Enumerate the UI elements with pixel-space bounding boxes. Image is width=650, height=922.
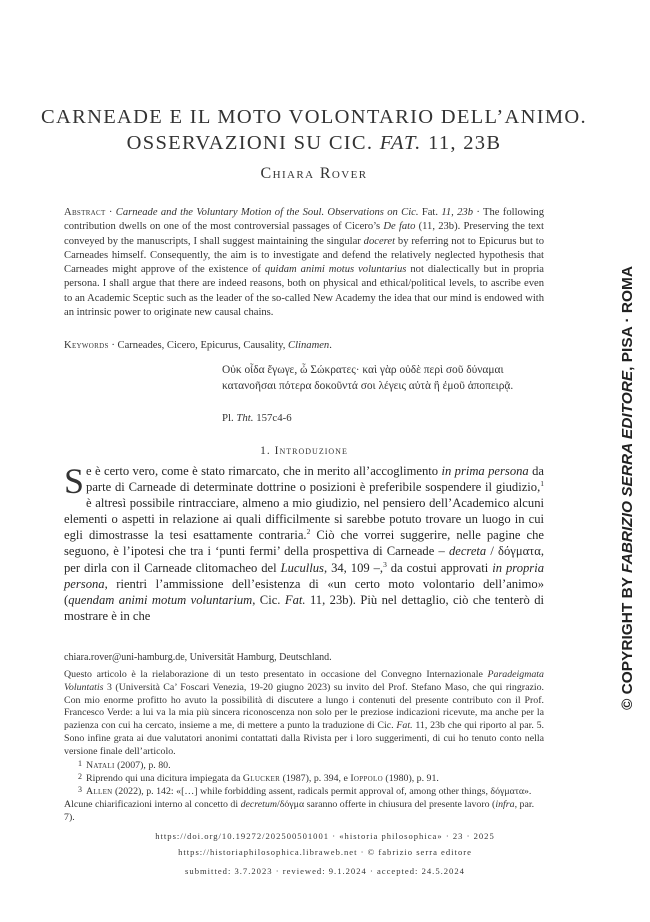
- footnote-text: Riprendo qui una dicitura impiegata da: [86, 773, 243, 784]
- footer-dates-line: submitted: 3.7.2023 · reviewed: 9.1.2024 · accepted: 24.5.2024: [185, 866, 465, 876]
- abstract-de-fato: De fato: [383, 221, 416, 233]
- abstract-title-ref: 11, 23b: [441, 207, 474, 218]
- title-line-2: [40, 130, 588, 156]
- abstract-text: (11, 23b). Preserving the text conveyed by the manuscripts, I shall suggest maintaining the singular: [64, 221, 544, 247]
- body-italic: decreta: [448, 544, 487, 559]
- keywords-label: Keywords: [64, 340, 109, 351]
- abstract-text: · The following contribution dwells on one of the most controversial passages of Cicero’s: [64, 207, 545, 233]
- epigraph-greek: Οὐκ οἶδα ἔγωγε, ὦ Σώκρατες· καὶ γὰρ οὐδὲ περὶ σοῦ δύναμαι κατανοῆσαι πότερα δοκοῦντά σοι λέγεις αὐτὰ ἢ ἐμοῦ ἀποπειρᾷ.: [222, 364, 514, 392]
- title-line-2-prefix: OSSERVAZIONI SU CIC.: [126, 132, 374, 154]
- copyright-suffix: , PISA · ROMA: [619, 268, 636, 371]
- body-text: Ciò che vorrei suggerire, nelle pagine che seguono, è l’ipotesi che tra i ‘punti fermi’ della prospettiva di Carneade –: [64, 528, 544, 559]
- abstract-title-fat: Fat.: [418, 207, 442, 218]
- body-paragraph: [64, 463, 544, 624]
- footnote-author: Natali: [86, 760, 115, 771]
- copyright-vertical: [610, 262, 640, 712]
- note-text: 3 (Università Ca’ Foscari Venezia, 19-20 giugno 2023) su invito del Prof. Stefano Maso, che qui ringrazio. Con mio enorme profitto ho avuto la possibilità di discutere a lungo i contenuti del presente contributo con il Prof. Francesco Verde: a lui va la mia più sincera riconoscenza non solo per le preziose indicazioni ricevute, ma anche per la pazienza con cui ha cercato, insieme a me, di mettere a punto la traduzione di Cic.: [64, 681, 544, 732]
- author-name: Chiara Rover: [260, 165, 368, 182]
- body-italic: Fat.: [284, 592, 306, 607]
- body-italic: quendam animi motum voluntarium: [68, 592, 253, 607]
- footnote-author: Glucker: [242, 773, 281, 784]
- copyright-text: [619, 266, 636, 710]
- footnote-number: 3: [78, 785, 82, 794]
- body-text: è altresì possibile rintracciare, almeno a mio giudizio, nel pensiero dell’Academico alcuni elementi o aspetti in relazione ai quali difficilmente si sarebbe potuto trovare un luogo in cui egli dimostrasse la tesi esattamente contraria.: [64, 496, 544, 543]
- footnote-text: /δόγμα saranno offerte in chiusura del presente lavoro (: [276, 798, 496, 810]
- footnote-italic: decretum: [240, 798, 277, 810]
- footer-doi-line: https://doi.org/10.19272/202500501001 · «historia philosophica» · 23 · 2025: [155, 831, 495, 841]
- body-text: , rientri l’ammissione dell’esistenza di «un certo moto volontario dell’animo» (: [64, 576, 544, 607]
- footnote-text: (1980), p. 91.: [382, 773, 439, 784]
- drop-cap: S: [64, 461, 85, 501]
- keywords-text: · Carneades, Cicero, Epicurus, Causality,: [108, 340, 289, 351]
- body-italic: in propria persona: [64, 560, 544, 591]
- footnote-text: (2022), p. 142: «[…] while forbidding assent, radicals permit approval of, among other things, δόγματα». Alcune chiarificazioni interno al concetto di: [64, 786, 532, 810]
- footnote-number: 1: [78, 759, 82, 768]
- footer-website-line: https://historiaphilosophica.libraweb.net · © fabrizio serra editore: [178, 847, 472, 857]
- abstract-quidam: quidam animi motus voluntarius: [264, 264, 407, 276]
- body-italic: in prima persona: [441, 464, 529, 478]
- footnote-text: (2007), p. 80.: [114, 760, 171, 771]
- abstract: [64, 206, 544, 320]
- epigraph-cite-ref: 157c4-6: [253, 412, 292, 424]
- body-text: da parte di Carneade di determinate dottrine o posizioni è preferibile sospendere il giudizio,: [86, 464, 544, 495]
- footnote-author: Allen: [86, 786, 113, 797]
- footnote-text: , par. 7).: [64, 798, 535, 823]
- note-italic: Fat.: [396, 720, 413, 732]
- body-text: 11, 23b). Più nel dettaglio, ciò che tenterò di mostrare è in che: [64, 592, 544, 623]
- footnote-3: [64, 784, 544, 824]
- footnote-italic: infra: [495, 798, 515, 810]
- footnote-number: 2: [78, 772, 82, 781]
- epigraph-cite-work: Tht.: [236, 412, 254, 424]
- footnote-ref-1[interactable]: 1: [540, 478, 544, 488]
- body-italic: Lucullus: [280, 560, 324, 575]
- abstract-label: Abstract: [64, 207, 106, 218]
- copyright-italic: FABRIZIO SERRA EDITORE: [619, 376, 636, 573]
- title-line-2-italic: FAT.: [379, 132, 422, 154]
- abstract-text: not dialectically but in propria persona. I shall argue that there are indeed reasons, both on physical and ethical/political levels, to ascribe even to an Academic Sceptic such as the leader of the so-called New Academy the idea that our mind is endowed with an intrinsic power to originate new causal chains.: [64, 264, 545, 319]
- footnote-ref-2[interactable]: 2: [306, 527, 311, 537]
- abstract-title: Carneade and the Voluntary Motion of the Soul. Observations on Cic.: [115, 207, 419, 218]
- note-text: 11, 23b che qui riporto al par. 5. Sono infine grata ai due valutatori anonimi contattati dalla Rivista per i loro suggerimenti, di cui ho tenuto conto nella versione finale dell’articolo.: [64, 720, 544, 757]
- keywords-end: .: [329, 340, 332, 351]
- footnote-author: Ioppolo: [350, 773, 383, 784]
- epigraph-citation: [222, 412, 292, 424]
- author-contact: chiara.rover@uni-hamburg.de, Universität Hamburg, Deutschland.: [64, 652, 332, 663]
- paper-title: [40, 104, 588, 156]
- body-text: e è certo vero, come è stato rimarcato, che in merito all’accoglimento: [86, 464, 442, 478]
- title-line-2-suffix: 11, 23B: [428, 132, 502, 154]
- body-text: / δόγματα, per dirla con il Carneade clitomacheo del: [64, 544, 544, 575]
- acknowledgement-note: [64, 669, 544, 759]
- keywords-italic: Clinamen: [288, 340, 330, 351]
- keywords: [64, 339, 544, 353]
- abstract-text: by referring not to Epicurus but to Carneades himself. Consequently, the aim is to investigate and defend the relatively neglected hypothesis that Carneades might approve of the existence of: [64, 235, 544, 276]
- abstract-sep: ·: [105, 207, 116, 218]
- body-text: da costui approvati: [386, 560, 493, 575]
- footnote-text: (1987), p. 394, e: [280, 773, 351, 784]
- copyright-prefix: © COPYRIGHT BY: [619, 576, 636, 710]
- copyright-svg: [610, 262, 640, 712]
- note-text: Questo articolo è la rielaborazione di un testo presentato in occasione del Convegno Internazionale: [64, 669, 488, 680]
- body-text: , Cic.: [252, 592, 285, 607]
- body-text: , 34, 109 –,: [323, 560, 384, 575]
- note-italic: Paradeigmata Voluntatis: [64, 669, 544, 693]
- epigraph-cite-author: Pl.: [222, 412, 237, 424]
- title-line-1: CARNEADE E IL MOTO VOLONTARIO DELL’ANIMO.: [41, 106, 587, 128]
- section-heading: 1. Introduzione: [260, 445, 348, 457]
- footnote-ref-3[interactable]: 3: [383, 559, 387, 569]
- abstract-doceret: doceret: [363, 235, 396, 247]
